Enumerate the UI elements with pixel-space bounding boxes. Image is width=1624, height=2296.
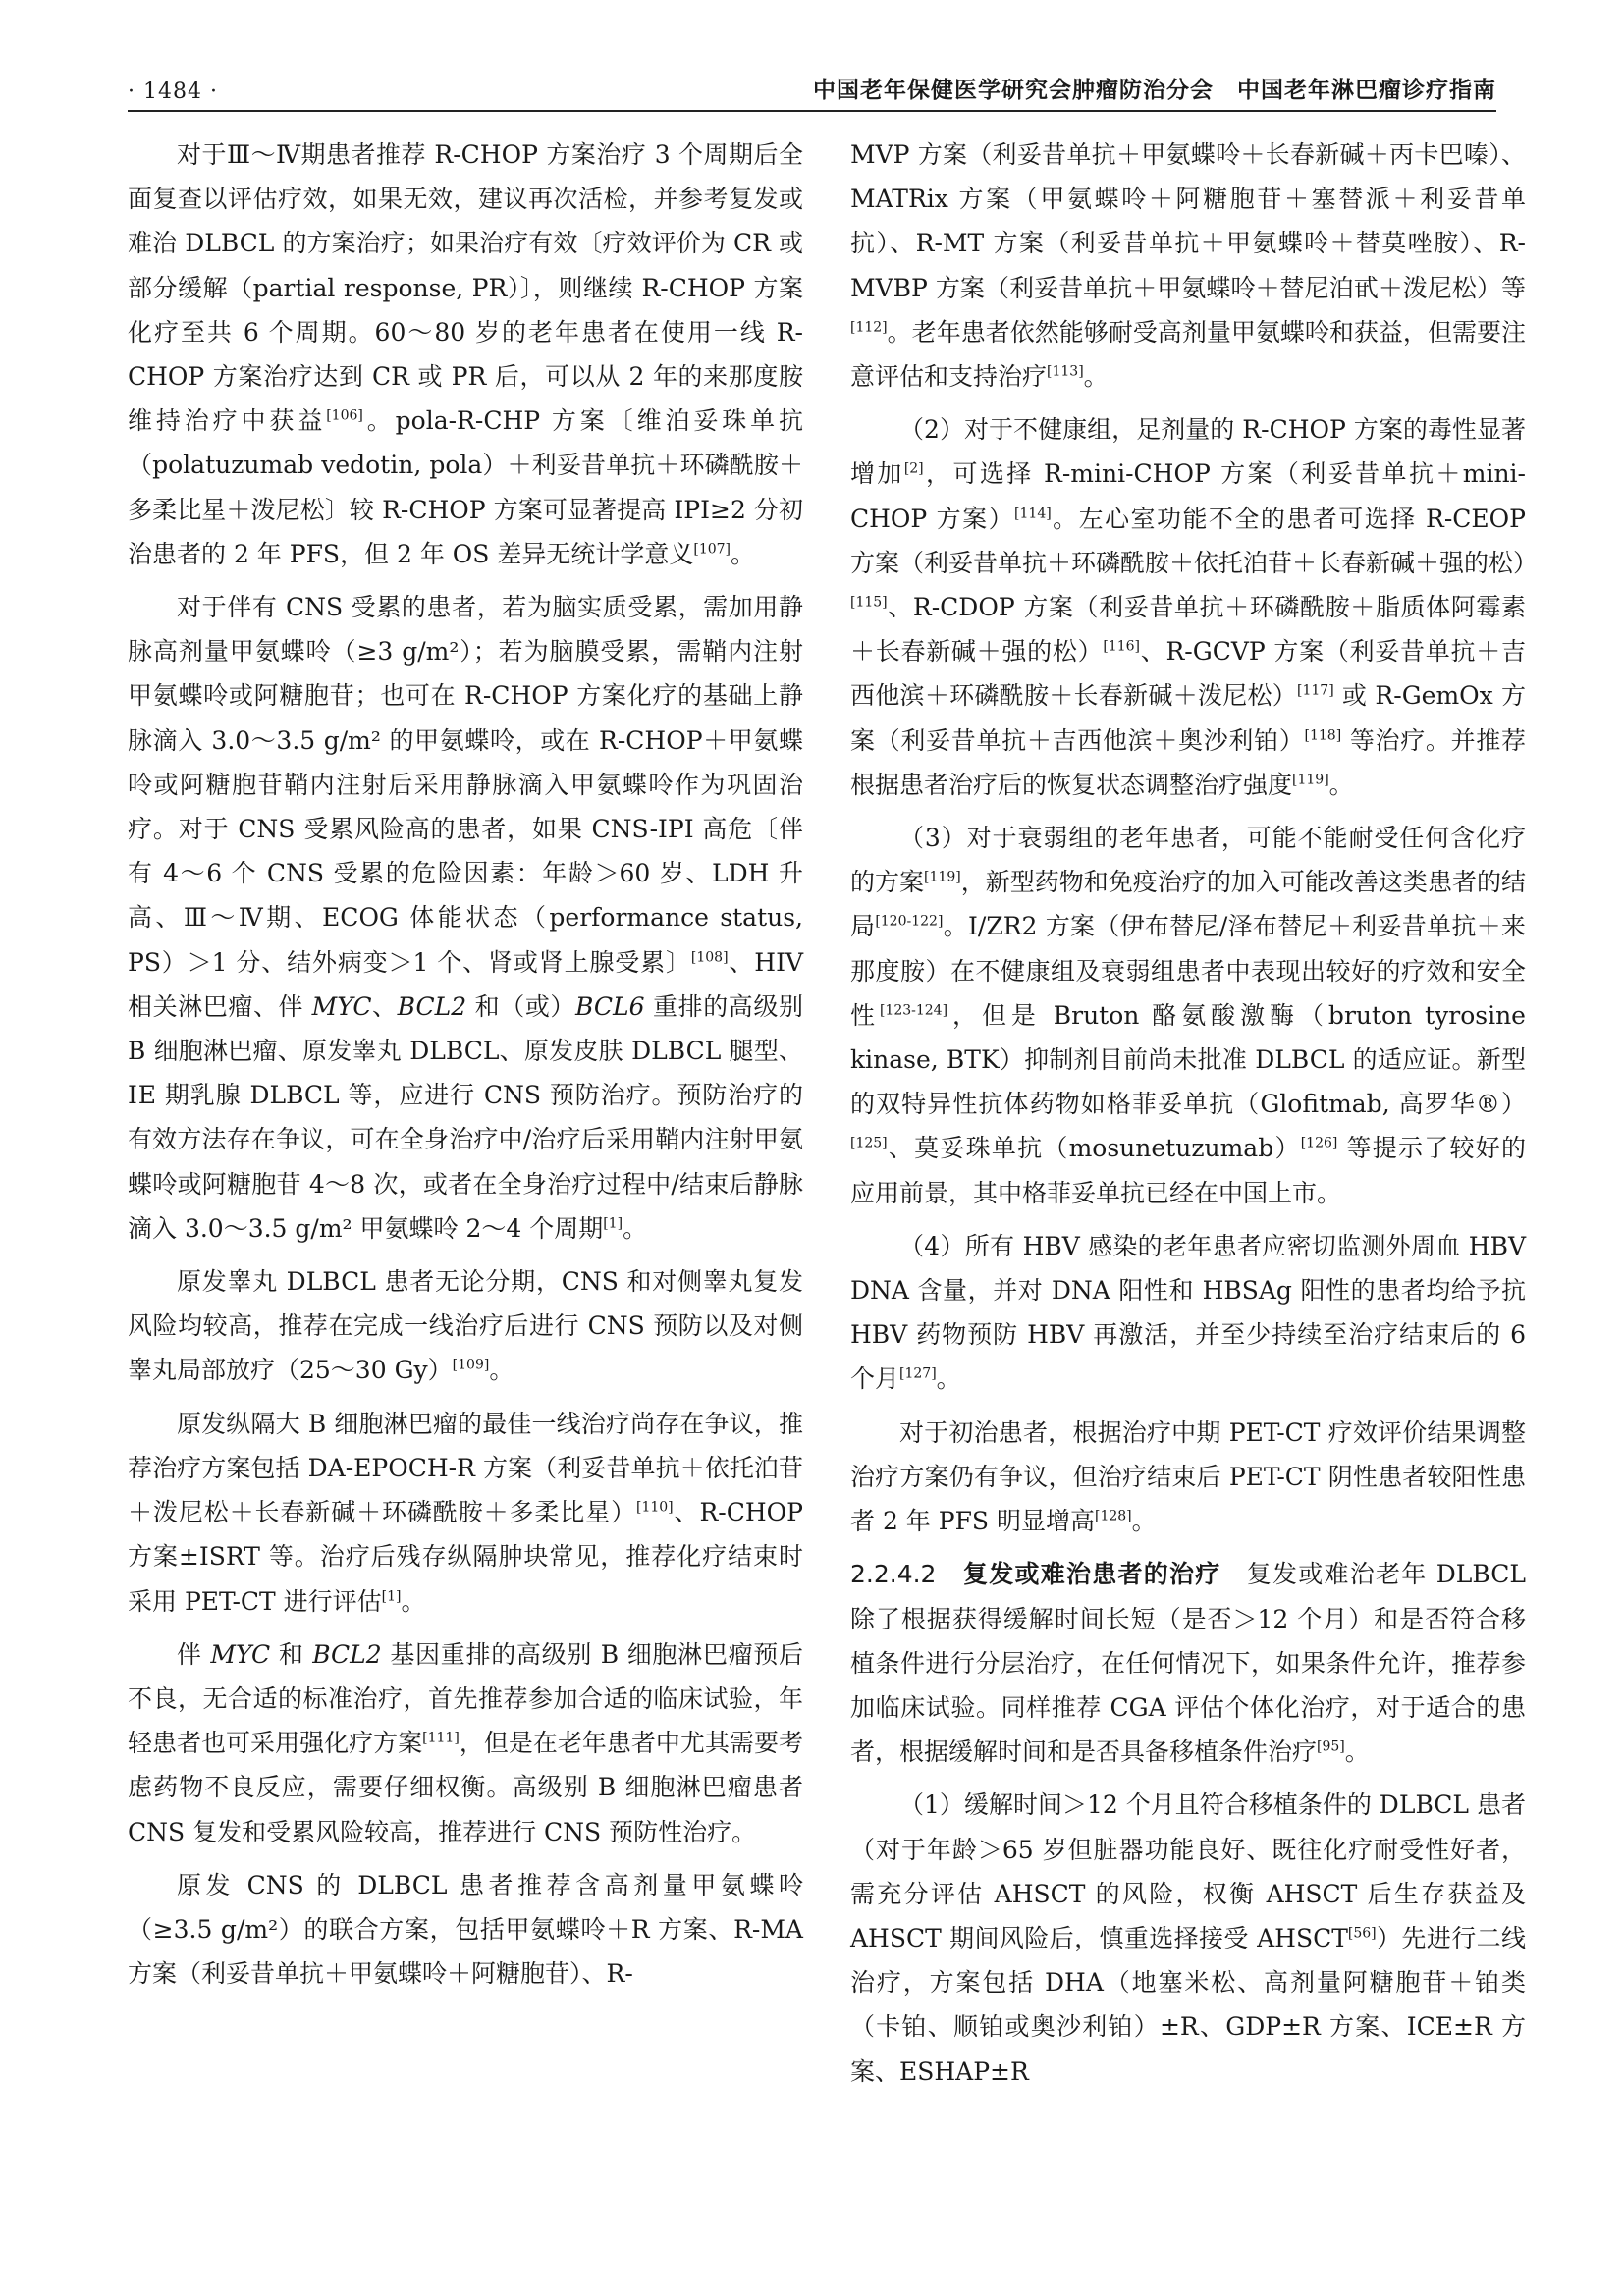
citation[interactable]: [107] — [693, 541, 731, 558]
citation[interactable]: [115] — [850, 594, 888, 611]
citation[interactable]: [108] — [690, 949, 729, 966]
gene-name: MYC — [311, 991, 372, 1021]
running-title: 中国老年保健医学研究会肿瘤防治分会 中国老年淋巴瘤诊疗指南 — [813, 78, 1496, 103]
citation[interactable]: [56] — [1347, 1925, 1377, 1942]
gene-name: BCL6 — [575, 991, 645, 1021]
page-number: · 1484 · — [128, 80, 218, 104]
gene-name: BCL2 — [397, 991, 467, 1021]
citation[interactable]: [120-122] — [875, 914, 944, 931]
gene-name: BCL2 — [312, 1639, 382, 1669]
citation[interactable]: [2] — [903, 461, 924, 478]
citation[interactable]: [117] — [1297, 683, 1334, 700]
paragraph-continued-regimens: MVP 方案（利妥昔单抗＋甲氨蝶呤＋长春新碱＋丙卡巴嗪）、MATRix 方案（甲氨蝶呤＋阿糖胞苷＋塞替派＋利妥昔单抗）、R-MT 方案（利妥昔单抗＋甲氨蝶呤＋替莫唑胺）、R-MVBP 方案（利妥昔单抗＋甲氨蝶呤＋替尼泊甙＋泼尼松）等[112]。老年患者依然能够耐受高剂量甲氨蝶呤和获益，但需要注意评估和支持治疗[113]。 — [850, 140, 1526, 392]
paragraph-cns-involvement: 对于伴有 CNS 受累的患者，若为脑实质受累，需加用静脉高剂量甲氨蝶呤（≥3 g/m²）；若为脑膜受累，需鞘内注射甲氨蝶呤或阿糖胞苷；也可在 R-CHOP 方案化疗的基础上静脉滴入 3.0～3.5 g/m² 的甲氨蝶呤，或在 R-CHOP＋甲氨蝶呤或阿糖胞苷鞘内注射后采用静脉滴入甲氨蝶呤作为巩固治疗。对于 CNS 受累风险高的患者，如果 CNS-IPI 高危〔伴有 4～6 个 CNS 受累的危险因素：年龄＞60 岁、LDH 升高、Ⅲ～Ⅳ期、ECOG 体能状态（performance status, PS）＞1 分、结外病变＞1 个、肾或肾上腺受累〕[108]、HIV 相关淋巴瘤、伴 MYC、BCL2 和（或）BCL6 重排的高级别 B 细胞淋巴瘤、原发睾丸 DLBCL、原发皮肤 DLBCL 腿型、ⅠE 期乳腺 DLBCL 等，应进行 CNS 预防治疗。预防治疗的有效方法存在争议，可在全身治疗中/治疗后采用鞘内注射甲氨蝶呤或阿糖胞苷 4～8 次，或者在全身治疗过程中/结束后静脉滴入 3.0～3.5 g/m² 甲氨蝶呤 2～4 个周期[1]。 — [128, 593, 804, 1243]
citation[interactable]: [106] — [326, 407, 363, 424]
citation[interactable]: [110] — [636, 1499, 674, 1516]
citation[interactable]: [123-124] — [879, 1002, 948, 1019]
section-number: 2.2.4.2 — [850, 1560, 937, 1589]
paragraph-testicular-dlbcl: 原发睾丸 DLBCL 患者无论分期，CNS 和对侧睾丸复发风险均较高，推荐在完成一线治疗后进行 CNS 预防以及对侧睾丸局部放疗（25～30 Gy）[109]。 — [128, 1267, 803, 1385]
citation[interactable]: [111] — [422, 1730, 460, 1746]
citation[interactable]: [128] — [1095, 1508, 1132, 1524]
citation[interactable]: [1] — [381, 1588, 402, 1605]
citation[interactable]: [119] — [924, 869, 961, 885]
paragraph-frail-group: （3）对于衰弱组的老年患者，可能不能耐受任何含化疗的方案[119]，新型药物和免疫治疗的加入可能改善这类患者的结局[120-122]。I/ZR2 方案（伊布替尼/泽布替尼＋利妥昔单抗＋来那度胺）在不健康组及衰弱组患者中表现出较好的疗效和安全性[123-124]，但是 Bruton 酪氨酸激酶（bruton tyrosine kinase, BTK）抑制剂目前尚未批准 DLBCL 的适应证。新型的双特异性抗体药物如格菲妥单抗（Glofitmab, 高罗华®）[125]、莫妥珠单抗（mosunetuzumab）[126] 等提示了较好的应用前景，其中格菲妥单抗已经在中国上市。 — [850, 824, 1526, 1207]
paragraph-late-relapse-transplant: （1）缓解时间＞12 个月且符合移植条件的 DLBCL 患者（对于年龄＞65 岁但脏器功能良好、既往化疗耐受性好者，需充分评估 AHSCT 的风险，权衡 AHSCT 后生存获益及 AHSCT 期间风险后，慎重选择接受 AHSCT[56]）先进行二线治疗，方案包括 DHA（地塞米松、高剂量阿糖胞苷＋铂类（卡铂、顺铂或奥沙利铂）±R、GDP±R 方案、ICE±R 方案、ESHAP±R — [850, 1790, 1526, 2086]
citation[interactable]: [127] — [899, 1366, 937, 1383]
paragraph-stage-treatment: 对于Ⅲ～Ⅳ期患者推荐 R-CHOP 方案治疗 3 个周期后全面复查以评估疗效，如果无效，建议再次活检，并参考复发或难治 DLBCL 的方案治疗；如果治疗有效〔疗效评价为 CR 或部分缓解（partial response, PR）〕，则继续 R-CHOP 方案化疗至共 6 个周期。60～80 岁的老年患者在使用一线 R-CHOP 方案治疗达到 CR 或 PR 后，可以从 2 年的来那度胺维持治疗中获益[106]。pola-R-CHP 方案〔维泊妥珠单抗（polatuzumab vedotin, pola）＋利妥昔单抗＋环磷酰胺＋多柔比星＋泼尼松〕较 R-CHOP 方案可显著提高 IPI≥2 分初治患者的 2 年 PFS，但 2 年 OS 差异无统计学意义[107]。 — [128, 140, 803, 568]
page-header — [128, 69, 1496, 112]
paragraph-mediastinal-lymphoma: 原发纵隔大 B 细胞淋巴瘤的最佳一线治疗尚存在争议，推荐治疗方案包括 DA-EPOCH-R 方案（利妥昔单抗＋依托泊苷＋泼尼松＋长春新碱＋环磷酰胺＋多柔比星）[110]、R-CHOP 方案±ISRT 等。治疗后残存纵隔肿块常见，推荐化疗结束时采用 PET-CT 进行评估[1]。 — [128, 1409, 803, 1616]
citation[interactable]: [95] — [1317, 1738, 1345, 1755]
paragraph-pet-ct: 对于初治患者，根据治疗中期 PET-CT 疗效评价结果调整治疗方案仍有争议，但治疗结束后 PET-CT 阴性患者较阳性患者 2 年 PFS 明显增高[128]。 — [850, 1417, 1526, 1536]
citation[interactable]: [112] — [850, 319, 888, 336]
citation[interactable]: [125] — [850, 1136, 888, 1152]
citation[interactable]: [118] — [1304, 727, 1342, 744]
citation[interactable]: [119] — [1292, 772, 1329, 788]
citation[interactable]: [126] — [1300, 1136, 1338, 1152]
left-column — [128, 133, 803, 2004]
citation[interactable]: [109] — [452, 1358, 490, 1374]
citation[interactable]: [113] — [1047, 363, 1084, 380]
section-heading: 复发或难治患者的治疗 — [962, 1560, 1221, 1589]
gene-name: MYC — [210, 1639, 271, 1669]
paragraph-high-grade-b-cell: 伴 MYC 和 BCL2 基因重排的高级别 B 细胞淋巴瘤预后不良，无合适的标准治疗，首先推荐参加合适的临床试验，年轻患者也可采用强化疗方案[111]，但是在老年患者中尤其需要考虑药物不良反应，需要仔细权衡。高级别 B 细胞淋巴瘤患者 CNS 复发和受累风险较高，推荐进行 CNS 预防性治疗。 — [128, 1639, 803, 1846]
citation[interactable]: [114] — [1014, 506, 1052, 522]
paragraph-primary-cns-dlbcl: 原发 CNS 的 DLBCL 患者推荐含高剂量甲氨蝶呤（≥3.5 g/m²）的联合方案，包括甲氨蝶呤＋R 方案、R-MA 方案（利妥昔单抗＋甲氨蝶呤＋阿糖胞苷）、R- — [128, 1870, 803, 1989]
right-column — [850, 133, 1539, 2103]
citation[interactable]: [116] — [1103, 638, 1140, 655]
citation[interactable]: [1] — [603, 1215, 623, 1232]
paragraph-hbv-monitoring: （4）所有 HBV 感染的老年患者应密切监测外周血 HBV DNA 含量，并对 DNA 阳性和 HBSAg 阳性的患者均给予抗 HBV 药物预防 HBV 再激活，并至少持续至治疗结束后的 6 个月[127]。 — [850, 1231, 1526, 1394]
section-relapsed-refractory: 2.2.4.2 复发或难治患者的治疗 复发或难治老年 DLBCL 除了根据获得缓解时间长短（是否＞12 个月）和是否符合移植条件进行分层治疗，在任何情况下，如果条件允许，推荐参加临床试验。同样推荐 CGA 评估个体化治疗，对于适合的患者，根据缓解时间和是否具备移植条件治疗[95]。 — [850, 1560, 1526, 1767]
paragraph-unfit-group: （2）对于不健康组，足剂量的 R-CHOP 方案的毒性显著增加[2]，可选择 R-mini-CHOP 方案（利妥昔单抗＋mini-CHOP 方案）[114]。左心室功能不全的患者可选择 R-CEOP 方案（利妥昔单抗＋环磷酰胺＋依托泊苷＋长春新碱＋强的松）[115]、R-CDOP 方案（利妥昔单抗＋环磷酰胺＋脂质体阿霉素＋长春新碱＋强的松）[116]、R-GCVP 方案（利妥昔单抗＋吉西他滨＋环磷酰胺＋长春新碱＋泼尼松）[117] 或 R-GemOx 方案（利妥昔单抗＋吉西他滨＋奥沙利铂）[118] 等治疗。并推荐根据患者治疗后的恢复状态调整治疗强度[119]。 — [850, 415, 1539, 799]
